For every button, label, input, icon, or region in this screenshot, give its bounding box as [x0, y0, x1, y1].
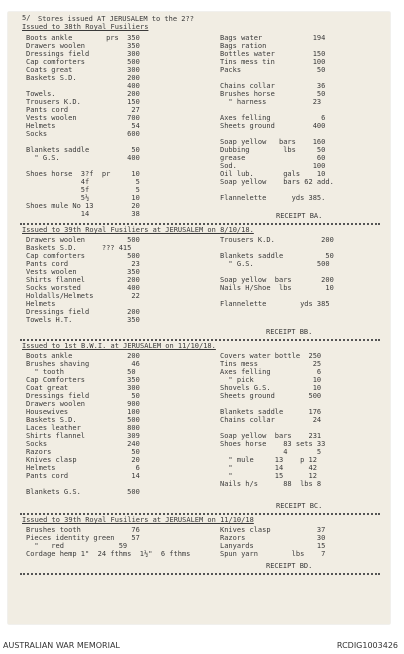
- item-line: Packs 50: [220, 66, 326, 74]
- section-divider: [20, 513, 380, 515]
- item-line: Covers water bottle 250: [220, 352, 322, 360]
- item-line: Soap yellow bars 231: [220, 432, 322, 440]
- item-line: Drawers woolen 500: [26, 236, 140, 244]
- item-line: Soap yellow bars 62 add.: [220, 178, 334, 186]
- item-line: Cap Comforters 350: [26, 376, 140, 384]
- item-line: Pants cord 27: [26, 106, 140, 114]
- item-line: Cap comforters 500: [26, 58, 140, 66]
- item-line: Blankets G.S. 500: [26, 488, 140, 496]
- item-line: Knives clasp 20: [26, 456, 140, 464]
- item-line: Flannelette yds 385.: [220, 194, 326, 202]
- item-line: Socks 240: [26, 440, 140, 448]
- item-line: " harness 23: [220, 98, 322, 106]
- section-c-right-list: [220, 352, 325, 488]
- item-line: grease 60: [220, 154, 326, 162]
- item-line: Cap comforters 500: [26, 252, 140, 260]
- item-line: Soap yellow bars 160: [220, 138, 326, 146]
- section-divider: [20, 339, 380, 341]
- item-line: Trousers K.D. 200: [220, 236, 334, 244]
- item-line: [220, 74, 334, 82]
- section-d-right-list: [220, 526, 325, 558]
- item-line: [220, 424, 325, 432]
- item-line: Boots ankle prs 350: [26, 34, 140, 42]
- item-line: 400: [26, 82, 140, 90]
- item-line: Axes felling 6: [220, 114, 326, 122]
- item-line: 5f 5: [26, 186, 140, 194]
- item-line: 4 5: [220, 448, 322, 456]
- archive-footer: [0, 638, 404, 654]
- item-line: Trousers K.D. 150: [26, 98, 140, 106]
- item-line: 14 38: [26, 210, 140, 218]
- item-line: Oil lub. gals 10: [220, 170, 326, 178]
- item-line: Chains collar 36: [220, 82, 326, 90]
- item-line: [26, 138, 140, 146]
- item-line: Baskets S.D. ??? 415: [26, 244, 132, 252]
- item-line: Sheets ground 400: [220, 122, 326, 130]
- item-line: Helmets 54: [26, 122, 140, 130]
- item-line: Dressings field 200: [26, 308, 140, 316]
- item-line: 5½ 10: [26, 194, 140, 202]
- item-line: Brushes horse 50: [220, 90, 326, 98]
- item-line: Tins mess tin 100: [220, 58, 326, 66]
- document-page: [8, 12, 390, 624]
- item-line: Bags ration: [220, 42, 267, 50]
- item-line: [26, 480, 140, 488]
- item-line: Vests woolen 700: [26, 114, 140, 122]
- section-b-receipt: RECEIPT BB.: [266, 328, 313, 336]
- item-line: Helmets 6: [26, 464, 140, 472]
- item-line: Drawers woolen 350: [26, 42, 140, 50]
- item-line: [220, 400, 325, 408]
- item-line: Shoes mule No 13 20: [26, 202, 140, 210]
- section-a-right-list: [220, 34, 334, 202]
- item-line: Cordage hemp 1" 24 fthms 1½" 6 fthms: [26, 550, 191, 558]
- item-line: Bags water 194: [220, 34, 326, 42]
- item-line: " mule 13 p 12: [220, 456, 317, 464]
- section-d-receipt: RECEIPT BD.: [266, 562, 313, 570]
- item-line: " G.S. 400: [26, 154, 140, 162]
- section-c-title: Issued to 1st B.W.I. at JERUSALEM on 11/10/18.: [22, 342, 216, 350]
- item-line: [220, 292, 334, 300]
- section-b-right-list: [220, 236, 334, 308]
- item-line: Razors 30: [220, 534, 326, 542]
- item-line: " G.S. 500: [220, 260, 330, 268]
- item-line: Pants cord 14: [26, 472, 140, 480]
- section-c-receipt: RECEIPT BC.: [276, 502, 323, 510]
- item-line: Coat great 300: [26, 384, 140, 392]
- item-line: Housewives 100: [26, 408, 140, 416]
- item-line: [220, 106, 334, 114]
- item-line: Sod. 100: [220, 162, 326, 170]
- item-line: Baskets S.D. 500: [26, 416, 140, 424]
- item-line: Blankets saddle 176: [220, 408, 322, 416]
- item-line: Shirts flannel 200: [26, 276, 140, 284]
- item-line: Chains collar 24: [220, 416, 322, 424]
- item-line: Nails H/Shoe lbs 10: [220, 284, 334, 292]
- item-line: Dressings field 300: [26, 50, 140, 58]
- item-line: Blankets saddle 50: [26, 146, 140, 154]
- item-line: Pieces identity green 57: [26, 534, 140, 542]
- section-b-title: Issued to 39th Royal Fusiliers at JERUSALEM on 8/10/18.: [22, 226, 254, 234]
- item-line: Flannelette yds 385: [220, 300, 330, 308]
- section-a-subtitle: Issued to 38th Royal Fusiliers: [22, 23, 149, 31]
- item-line: Helmets: [26, 300, 56, 308]
- item-line: Socks 600: [26, 130, 140, 138]
- item-line: Coats great 300: [26, 66, 140, 74]
- footer-institution: AUSTRALIAN WAR MEMORIAL: [3, 641, 120, 650]
- section-c-left-list: [26, 352, 140, 496]
- item-line: [26, 162, 140, 170]
- section-divider: [20, 573, 380, 575]
- item-line: [220, 244, 334, 252]
- item-line: " red 59: [26, 542, 128, 550]
- section-d-title: Issued to 39th Royal Fusiliers at JERUSALEM on 11/10/18: [22, 516, 254, 524]
- item-line: Dressings field 50: [26, 392, 140, 400]
- item-line: " tooth 50: [26, 368, 136, 376]
- item-line: Baskets S.D. 200: [26, 74, 140, 82]
- item-line: Drawers woolen 900: [26, 400, 140, 408]
- item-line: Nails h/s 88 lbs 8: [220, 480, 322, 488]
- item-line: Bottles water 150: [220, 50, 326, 58]
- item-line: Tins mess 25: [220, 360, 322, 368]
- item-line: Socks worsted 400: [26, 284, 140, 292]
- item-line: Towels. 200: [26, 90, 140, 98]
- section-d-left-list: [26, 526, 190, 558]
- item-line: [220, 130, 334, 138]
- item-line: [220, 186, 334, 194]
- section-divider: [20, 223, 380, 225]
- item-line: Blankets saddle 50: [220, 252, 334, 260]
- item-line: Shovels G.S. 10: [220, 384, 322, 392]
- footer-catalog-id: RCDIG1003426: [336, 641, 398, 650]
- item-line: Razors 50: [26, 448, 140, 456]
- item-line: Dubbing lbs 50: [220, 146, 326, 154]
- item-line: " 15 12: [220, 472, 317, 480]
- item-line: " 14 42: [220, 464, 317, 472]
- item-line: Vests woolen 350: [26, 268, 140, 276]
- item-line: Knives clasp 37: [220, 526, 326, 534]
- item-line: Spun yarn lbs 7: [220, 550, 326, 558]
- section-a-receipt: RECEIPT BA.: [276, 212, 323, 220]
- page-number: 5/: [22, 14, 31, 22]
- section-a-title: Stores issued AT JERUSALEM to the 2??: [38, 15, 194, 23]
- item-line: 4f 5: [26, 178, 140, 186]
- item-line: Brushes shaving 46: [26, 360, 140, 368]
- item-line: " pick 10: [220, 376, 322, 384]
- item-line: Pants cord 23: [26, 260, 140, 268]
- section-a-left-list: [26, 34, 140, 218]
- item-line: Brushes tooth 76: [26, 526, 140, 534]
- item-line: Holdalls/Helmets 22: [26, 292, 140, 300]
- item-line: Axes felling 6: [220, 368, 322, 376]
- item-line: [220, 268, 334, 276]
- item-line: Towels H.T. 350: [26, 316, 140, 324]
- item-line: Shirts flannel 309: [26, 432, 140, 440]
- item-line: Boots ankle 200: [26, 352, 140, 360]
- item-line: Lanyards 15: [220, 542, 326, 550]
- item-line: Shoes horse 83 sets 33: [220, 440, 326, 448]
- section-b-left-list: [26, 236, 140, 324]
- item-line: Soap yellow bars 200: [220, 276, 334, 284]
- item-line: Sheets ground 500: [220, 392, 322, 400]
- item-line: Laces leather 800: [26, 424, 140, 432]
- item-line: Shoes horse 3?f pr 10: [26, 170, 140, 178]
